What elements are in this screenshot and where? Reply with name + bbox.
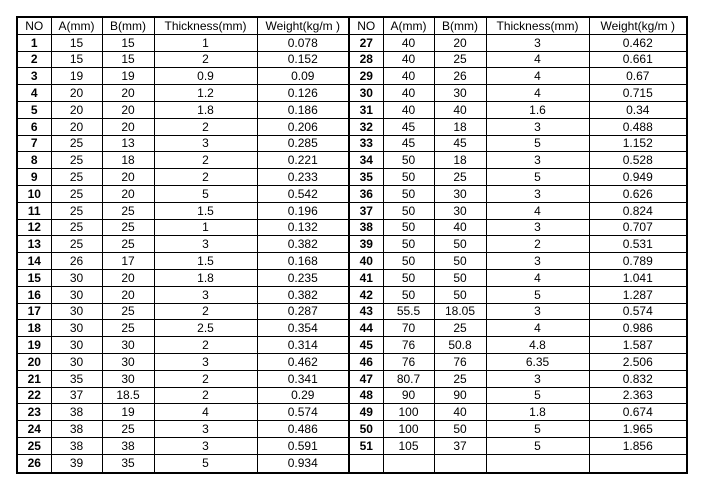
cell-b-mm: 20 (102, 269, 154, 286)
cell-b-mm: 25 (102, 236, 154, 253)
cell-thickness: 2 (154, 152, 257, 169)
cell-weight: 0.341 (257, 370, 349, 387)
cell-b-mm: 40 (434, 101, 486, 118)
cell-no: 45 (349, 337, 383, 354)
header-row (17, 17, 687, 34)
cell-weight: 0.152 (257, 51, 349, 68)
cell-b-mm: 25 (434, 320, 486, 337)
cell-a-mm: 50 (383, 169, 434, 186)
cell-no: 43 (349, 303, 383, 320)
cell-no: 9 (17, 169, 51, 186)
header-no: NO (17, 17, 51, 34)
cell-weight: 0.715 (589, 85, 687, 102)
cell-no: 10 (17, 185, 51, 202)
cell-b-mm: 38 (102, 437, 154, 454)
cell-no: 24 (17, 421, 51, 438)
cell-weight: 0.382 (257, 236, 349, 253)
cell-a-mm: 15 (51, 34, 102, 51)
cell-thickness: 4.8 (486, 337, 589, 354)
cell-b-mm: 26 (434, 68, 486, 85)
cell-thickness: 1.2 (154, 85, 257, 102)
cell-b-mm: 20 (102, 85, 154, 102)
table-row (17, 101, 687, 118)
cell-thickness: 2 (486, 236, 589, 253)
cell-thickness: 5 (486, 135, 589, 152)
cell-thickness: 2 (154, 51, 257, 68)
cell-thickness: 4 (154, 404, 257, 421)
cell-a-mm: 50 (383, 269, 434, 286)
cell-thickness: 1.8 (486, 404, 589, 421)
cell-weight: 0.661 (589, 51, 687, 68)
cell-b-mm: 35 (102, 454, 154, 473)
cell-weight: 0.462 (257, 353, 349, 370)
cell-thickness: 4 (486, 202, 589, 219)
cell-a-mm: 50 (383, 152, 434, 169)
cell-b-mm: 30 (434, 85, 486, 102)
cell-thickness: 4 (486, 269, 589, 286)
cell-b-mm: 25 (102, 202, 154, 219)
cell-b-mm: 30 (102, 353, 154, 370)
cell-weight: 0.934 (257, 454, 349, 473)
cell-no: 16 (17, 286, 51, 303)
cell-a-mm: 20 (51, 118, 102, 135)
cell-weight: 0.314 (257, 337, 349, 354)
cell-weight: 0.354 (257, 320, 349, 337)
cell-thickness: 3 (486, 303, 589, 320)
cell-a-mm: 50 (383, 185, 434, 202)
table-row (17, 437, 687, 454)
table-row (17, 135, 687, 152)
cell-no: 13 (17, 236, 51, 253)
table-row (17, 387, 687, 404)
cell-a-mm: 100 (383, 421, 434, 438)
cell-b-mm: 50 (434, 286, 486, 303)
cell-thickness: 6.35 (486, 353, 589, 370)
cell-b-mm: 19 (102, 404, 154, 421)
cell-no: 2 (17, 51, 51, 68)
cell-a-mm: 38 (51, 437, 102, 454)
cell-weight: 0.235 (257, 269, 349, 286)
cell-no: 12 (17, 219, 51, 236)
cell-thickness: 2 (154, 303, 257, 320)
cell-thickness: 5 (486, 286, 589, 303)
cell-a-mm: 30 (51, 337, 102, 354)
cell-b-mm: 15 (102, 51, 154, 68)
header-b: B(mm) (434, 17, 486, 34)
cell-no: 36 (349, 185, 383, 202)
cell-weight: 0.574 (589, 303, 687, 320)
cell-b-mm: 30 (434, 185, 486, 202)
cell-b-mm: 19 (102, 68, 154, 85)
cell-a-mm: 30 (51, 353, 102, 370)
cell-no (349, 454, 383, 473)
cell-weight: 0.824 (589, 202, 687, 219)
cell-a-mm: 20 (51, 85, 102, 102)
table-row (17, 303, 687, 320)
cell-b-mm: 30 (434, 202, 486, 219)
cell-a-mm: 50 (383, 286, 434, 303)
cell-thickness: 4 (486, 51, 589, 68)
cell-thickness: 3 (154, 421, 257, 438)
cell-no: 50 (349, 421, 383, 438)
cell-a-mm: 40 (383, 34, 434, 51)
header-weight: Weight(kg/m ) (257, 17, 349, 34)
cell-weight: 0.949 (589, 169, 687, 186)
cell-weight: 0.285 (257, 135, 349, 152)
cell-thickness: 3 (486, 152, 589, 169)
cell-b-mm: 15 (102, 34, 154, 51)
cell-b-mm: 25 (434, 169, 486, 186)
cell-no: 18 (17, 320, 51, 337)
cell-no: 17 (17, 303, 51, 320)
cell-no: 22 (17, 387, 51, 404)
cell-weight: 0.462 (589, 34, 687, 51)
cell-no: 39 (349, 236, 383, 253)
cell-no: 5 (17, 101, 51, 118)
cell-no: 3 (17, 68, 51, 85)
cell-thickness: 1.8 (154, 101, 257, 118)
cell-thickness: 1.5 (154, 253, 257, 270)
cell-weight: 0.186 (257, 101, 349, 118)
cell-b-mm: 20 (102, 169, 154, 186)
cell-thickness: 1.8 (154, 269, 257, 286)
header-a: A(mm) (383, 17, 434, 34)
header-thickness: Thickness(mm) (486, 17, 589, 34)
cell-thickness: 2 (154, 370, 257, 387)
cell-b-mm: 18.5 (102, 387, 154, 404)
cell-b-mm: 50 (434, 421, 486, 438)
cell-weight (589, 454, 687, 473)
cell-weight: 0.382 (257, 286, 349, 303)
cell-a-mm: 76 (383, 337, 434, 354)
table-row (17, 337, 687, 354)
cell-b-mm: 20 (102, 101, 154, 118)
cell-weight: 0.287 (257, 303, 349, 320)
cell-a-mm: 76 (383, 353, 434, 370)
cell-weight: 2.506 (589, 353, 687, 370)
cell-no: 35 (349, 169, 383, 186)
cell-a-mm: 15 (51, 51, 102, 68)
cell-thickness: 3 (486, 34, 589, 51)
cell-thickness: 0.9 (154, 68, 257, 85)
cell-no: 44 (349, 320, 383, 337)
cell-a-mm: 25 (51, 236, 102, 253)
cell-a-mm: 30 (51, 320, 102, 337)
cell-a-mm: 25 (51, 152, 102, 169)
cell-weight: 0.126 (257, 85, 349, 102)
cell-no: 15 (17, 269, 51, 286)
header-b: B(mm) (102, 17, 154, 34)
cell-weight: 0.626 (589, 185, 687, 202)
cell-a-mm: 90 (383, 387, 434, 404)
cell-b-mm: 13 (102, 135, 154, 152)
cell-a-mm: 50 (383, 202, 434, 219)
cell-b-mm: 17 (102, 253, 154, 270)
cell-b-mm: 25 (102, 219, 154, 236)
header-a: A(mm) (51, 17, 102, 34)
cell-weight: 0.233 (257, 169, 349, 186)
cell-a-mm: 100 (383, 404, 434, 421)
cell-a-mm (383, 454, 434, 473)
cell-b-mm: 20 (102, 286, 154, 303)
cell-no: 28 (349, 51, 383, 68)
cell-b-mm: 20 (102, 185, 154, 202)
cell-a-mm: 38 (51, 421, 102, 438)
cell-a-mm: 25 (51, 202, 102, 219)
cell-a-mm: 70 (383, 320, 434, 337)
cell-no: 34 (349, 152, 383, 169)
cell-thickness: 2.5 (154, 320, 257, 337)
cell-weight: 0.674 (589, 404, 687, 421)
cell-no: 6 (17, 118, 51, 135)
cell-weight: 2.363 (589, 387, 687, 404)
cell-b-mm: 50 (434, 253, 486, 270)
cell-a-mm: 80.7 (383, 370, 434, 387)
cell-weight: 0.132 (257, 219, 349, 236)
cell-weight: 1.856 (589, 437, 687, 454)
cell-weight: 0.078 (257, 34, 349, 51)
cell-thickness: 3 (486, 219, 589, 236)
table-row (17, 454, 687, 473)
cell-a-mm: 25 (51, 169, 102, 186)
cell-b-mm: 25 (102, 303, 154, 320)
cell-b-mm: 20 (102, 118, 154, 135)
cell-weight: 0.591 (257, 437, 349, 454)
cell-a-mm: 105 (383, 437, 434, 454)
cell-thickness: 3 (154, 437, 257, 454)
cell-no: 42 (349, 286, 383, 303)
cell-a-mm: 30 (51, 286, 102, 303)
cell-a-mm: 45 (383, 118, 434, 135)
cell-weight: 0.986 (589, 320, 687, 337)
table-row (17, 68, 687, 85)
cell-thickness: 2 (154, 337, 257, 354)
cell-no: 32 (349, 118, 383, 135)
cell-weight: 1.041 (589, 269, 687, 286)
cell-a-mm: 38 (51, 404, 102, 421)
cell-a-mm: 19 (51, 68, 102, 85)
table-row (17, 85, 687, 102)
table-row (17, 51, 687, 68)
table-row (17, 169, 687, 186)
table-body (17, 34, 687, 472)
cell-weight: 0.221 (257, 152, 349, 169)
cell-weight: 0.488 (589, 118, 687, 135)
cell-a-mm: 30 (51, 303, 102, 320)
header-weight: Weight(kg/m ) (589, 17, 687, 34)
cell-a-mm: 40 (383, 68, 434, 85)
cell-a-mm: 35 (51, 370, 102, 387)
cell-a-mm: 55.5 (383, 303, 434, 320)
cell-a-mm: 39 (51, 454, 102, 473)
cell-weight: 0.206 (257, 118, 349, 135)
cell-weight: 0.789 (589, 253, 687, 270)
cell-b-mm (434, 454, 486, 473)
cell-thickness: 2 (154, 118, 257, 135)
cell-b-mm: 30 (102, 337, 154, 354)
cell-no: 49 (349, 404, 383, 421)
spec-table (16, 16, 688, 474)
cell-no: 21 (17, 370, 51, 387)
cell-a-mm: 25 (51, 185, 102, 202)
cell-a-mm: 40 (383, 101, 434, 118)
cell-thickness: 5 (486, 387, 589, 404)
table-row (17, 286, 687, 303)
cell-thickness: 4 (486, 85, 589, 102)
table-row (17, 253, 687, 270)
cell-thickness: 3 (486, 253, 589, 270)
cell-weight: 1.965 (589, 421, 687, 438)
cell-weight: 1.152 (589, 135, 687, 152)
cell-b-mm: 18 (102, 152, 154, 169)
table-row (17, 118, 687, 135)
cell-b-mm: 25 (434, 51, 486, 68)
cell-b-mm: 45 (434, 135, 486, 152)
cell-b-mm: 25 (102, 421, 154, 438)
cell-b-mm: 40 (434, 219, 486, 236)
table-row (17, 202, 687, 219)
table-row (17, 269, 687, 286)
cell-weight: 0.542 (257, 185, 349, 202)
cell-weight: 0.574 (257, 404, 349, 421)
cell-weight: 1.587 (589, 337, 687, 354)
cell-no: 14 (17, 253, 51, 270)
table-row (17, 404, 687, 421)
cell-thickness: 5 (154, 185, 257, 202)
cell-b-mm: 40 (434, 404, 486, 421)
cell-no: 25 (17, 437, 51, 454)
table-row (17, 34, 687, 51)
cell-thickness: 3 (486, 370, 589, 387)
cell-thickness: 3 (154, 135, 257, 152)
cell-b-mm: 50 (434, 269, 486, 286)
cell-weight: 0.707 (589, 219, 687, 236)
cell-no: 11 (17, 202, 51, 219)
cell-no: 20 (17, 353, 51, 370)
cell-weight: 0.67 (589, 68, 687, 85)
cell-no: 1 (17, 34, 51, 51)
cell-no: 41 (349, 269, 383, 286)
cell-no: 51 (349, 437, 383, 454)
cell-no: 29 (349, 68, 383, 85)
cell-no: 7 (17, 135, 51, 152)
cell-b-mm: 50.8 (434, 337, 486, 354)
table-row (17, 236, 687, 253)
table-row (17, 185, 687, 202)
cell-b-mm: 18 (434, 152, 486, 169)
cell-no: 19 (17, 337, 51, 354)
cell-weight: 0.196 (257, 202, 349, 219)
table-row (17, 370, 687, 387)
cell-no: 4 (17, 85, 51, 102)
cell-no: 47 (349, 370, 383, 387)
cell-no: 26 (17, 454, 51, 473)
cell-thickness (486, 454, 589, 473)
cell-thickness: 3 (154, 286, 257, 303)
cell-a-mm: 50 (383, 253, 434, 270)
cell-b-mm: 25 (434, 370, 486, 387)
cell-no: 46 (349, 353, 383, 370)
cell-a-mm: 25 (51, 135, 102, 152)
cell-thickness: 1 (154, 219, 257, 236)
cell-no: 30 (349, 85, 383, 102)
cell-thickness: 1.5 (154, 202, 257, 219)
cell-no: 27 (349, 34, 383, 51)
cell-weight: 0.531 (589, 236, 687, 253)
cell-a-mm: 30 (51, 269, 102, 286)
cell-thickness: 5 (154, 454, 257, 473)
table-row (17, 320, 687, 337)
cell-weight: 0.09 (257, 68, 349, 85)
cell-weight: 0.29 (257, 387, 349, 404)
cell-weight: 0.168 (257, 253, 349, 270)
table-row (17, 353, 687, 370)
cell-weight: 0.832 (589, 370, 687, 387)
cell-a-mm: 26 (51, 253, 102, 270)
cell-b-mm: 37 (434, 437, 486, 454)
cell-thickness: 1.6 (486, 101, 589, 118)
header-thickness: Thickness(mm) (154, 17, 257, 34)
cell-a-mm: 40 (383, 85, 434, 102)
cell-thickness: 3 (486, 185, 589, 202)
cell-weight: 0.486 (257, 421, 349, 438)
table-row (17, 421, 687, 438)
cell-a-mm: 20 (51, 101, 102, 118)
cell-thickness: 3 (154, 236, 257, 253)
cell-no: 38 (349, 219, 383, 236)
cell-no: 40 (349, 253, 383, 270)
cell-b-mm: 76 (434, 353, 486, 370)
cell-a-mm: 50 (383, 219, 434, 236)
cell-a-mm: 40 (383, 51, 434, 68)
cell-thickness: 2 (154, 169, 257, 186)
cell-b-mm: 90 (434, 387, 486, 404)
cell-b-mm: 18 (434, 118, 486, 135)
cell-thickness: 5 (486, 169, 589, 186)
cell-b-mm: 25 (102, 320, 154, 337)
cell-a-mm: 45 (383, 135, 434, 152)
cell-b-mm: 18.05 (434, 303, 486, 320)
cell-thickness: 3 (154, 353, 257, 370)
cell-no: 31 (349, 101, 383, 118)
cell-a-mm: 25 (51, 219, 102, 236)
cell-thickness: 5 (486, 421, 589, 438)
cell-no: 48 (349, 387, 383, 404)
cell-a-mm: 37 (51, 387, 102, 404)
cell-b-mm: 20 (434, 34, 486, 51)
cell-weight: 0.34 (589, 101, 687, 118)
cell-no: 37 (349, 202, 383, 219)
cell-a-mm: 50 (383, 236, 434, 253)
cell-no: 8 (17, 152, 51, 169)
cell-no: 23 (17, 404, 51, 421)
header-no: NO (349, 17, 383, 34)
cell-thickness: 1 (154, 34, 257, 51)
cell-thickness: 4 (486, 68, 589, 85)
cell-weight: 0.528 (589, 152, 687, 169)
table-row (17, 219, 687, 236)
cell-weight: 1.287 (589, 286, 687, 303)
cell-thickness: 4 (486, 320, 589, 337)
table-row (17, 152, 687, 169)
cell-b-mm: 50 (434, 236, 486, 253)
cell-thickness: 3 (486, 118, 589, 135)
cell-thickness: 2 (154, 387, 257, 404)
cell-b-mm: 30 (102, 370, 154, 387)
cell-no: 33 (349, 135, 383, 152)
cell-thickness: 5 (486, 437, 589, 454)
